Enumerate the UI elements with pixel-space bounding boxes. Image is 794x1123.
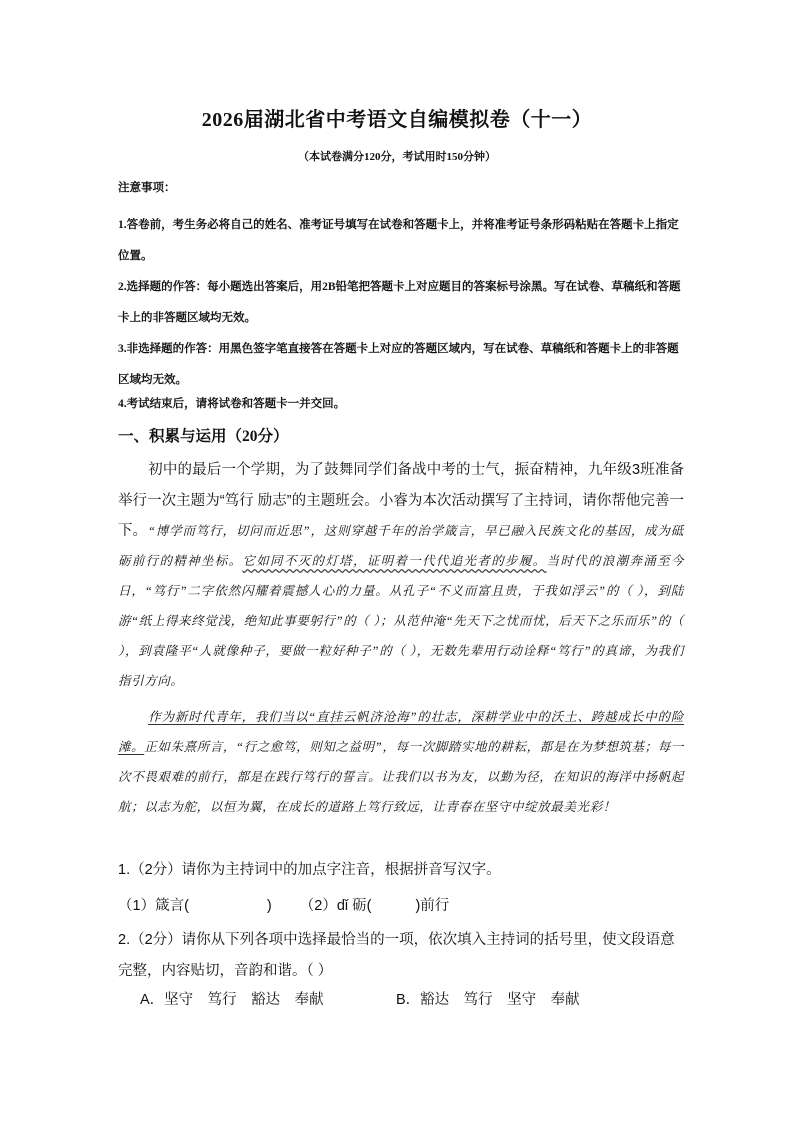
page-title: 2026届湖北省中考语文自编模拟卷（十一） [201,109,593,131]
question-2-stem: 2.（2分）请你从下列各项中选择最恰当的一项，依次填入主持词的括号里，使文段语意完整，内容贴切，音韵和谐。（ ） [118,932,675,979]
notice-item-1: 1.答卷前，考生务必将自己的姓名、准考证号填写在试卷和答题卡上，并将准考证号条形码粘贴在答题卡上指定位置。 [118,219,679,262]
speech-paragraph-1 [118,516,684,696]
q1-part1-label: （1）箴言( [118,898,189,914]
page-subtitle: （本试卷满分120分，考试用时150分钟） [298,151,496,163]
q1-part2-label: （2）dǐ 砺( [299,898,372,914]
speech-paragraph-2 [118,702,684,822]
q1-part1-close: ) [266,898,272,914]
question-1-parts [118,894,449,915]
intro-text: 初中的最后一个学期，为了鼓舞同学们备战中考的士气，振奋精神，九年级3班准备举行一次主题为“笃行 励志”的主题班会。小睿为本次活动撰写了主持词，请你帮他完善一下。 [118,462,684,539]
notice-item-3: 3.非选择题的作答：用黑色签字笔直接答在答题卡上对应的答题区域内，写在试卷、草稿纸和答题卡上的非答题区域均无效。 [118,343,679,386]
q1-part2-close: )前行 [415,898,450,914]
section-heading: 一、积累与运用（20分） [118,428,289,445]
speech-p1-part-a: “博学而笃行，切问而近思”，这则穿越千年的治学箴言，早已融入民族文化的基因，成为砥砺前行的精神坐标。 [118,524,684,568]
question-1-stem: 1.（2分）请你为主持词中的加点字注音，根据拼音写汉字。 [118,862,501,878]
speech-p1-underlined: 它如同不灭的灯塔，证明着一代代追光者的步履。 [242,554,547,568]
notice-item-2: 2.选择题的作答：每小题选出答案后，用2B铅笔把答题卡上对应题目的答案标号涂黑。写在试卷、草稿纸和答题卡上的非答题区域均无效。 [118,281,681,324]
option-a[interactable]: A．坚守 笃行 豁达 奉献 [140,992,324,1008]
notice-item-4: 4.考试结束后，请将试卷和答题卡一并交回。 [118,398,346,410]
option-b[interactable]: B．豁达 笃行 坚守 奉献 [396,992,580,1008]
speech-p2-part-b: 正如朱熹所言，“行之愈笃，则知之益明”，每一次脚踏实地的耕耘，都是在为梦想筑基；每一次不畏艰难的前行，都是在践行笃行的誓言。让我们以书为友，以勤为径，在知识的海洋中扬帆起航；以志为舵，以恒为翼，在成长的道路上笃行致远，让青春在坚守中绽放最美光彩！ [118,740,684,814]
notice-heading: 注意事项： [118,182,176,194]
speech-p1-part-c: 当时代的浪潮奔涌至今日，“笃行”二字依然闪耀着震撼人心的力量。从孔子“不义而富且贵，于我如浮云”的（ ），到陆游“纸上得来终觉浅，绝知此事要躬行”的（ ）；从范仲淹“先天下之忧而忧，后天下之乐而乐”的（ ），到袁隆平“人就像种子，要做一粒好种子”的（ ），无数先辈用行动诠释“笃行”的真谛，为我们指引方向。 [118,554,684,688]
speech-p2-underlined: 作为新时代青年，我们当以“直挂云帆济沧海”的壮志，深耕学业中的沃土、跨越成长中的险滩。 [118,710,684,754]
